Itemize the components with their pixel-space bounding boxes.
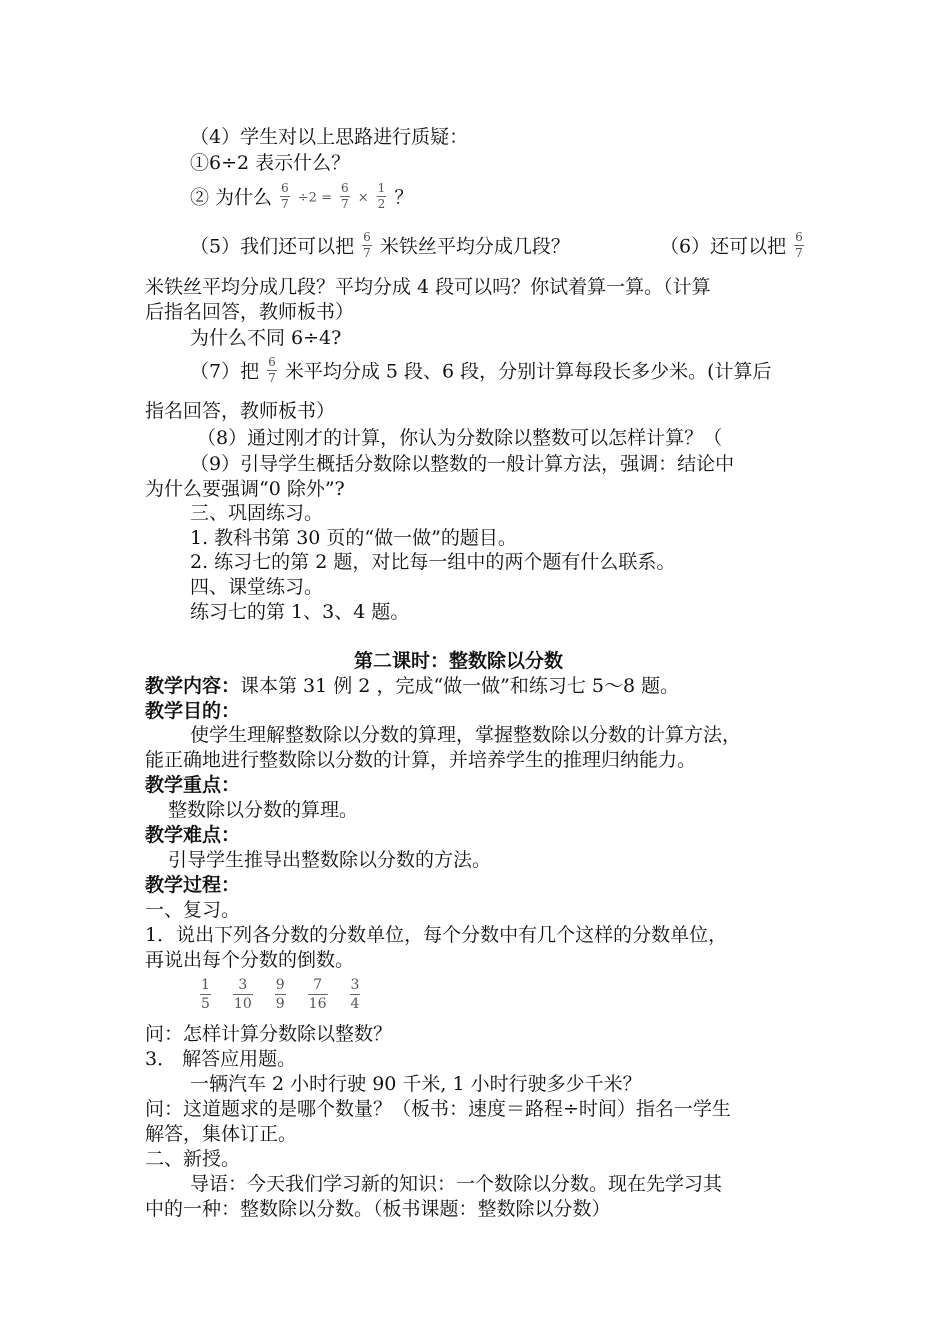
line-review: 一、复习。 [145,899,241,921]
line-question-4: （4）学生对以上思路进行质疑： [190,126,469,148]
line-practice-2: 2. 练习七的第 2 题，对比每一组中的两个题有什么联系。 [190,551,676,573]
label-difficulty: 教学难点： [145,824,241,846]
line-problem: 一辆汽车 2 小时行驶 90 千米, 1 小时行驶多少千米？ [190,1073,642,1095]
line-review-3: 3． 解答应用题。 [145,1048,297,1070]
label-process: 教学过程： [145,874,241,896]
line-question-6: （6）还可以把 $\frac{6}{7}$ [660,230,803,260]
section-title: 第二课时：整数除以分数 [354,650,564,672]
line-question-6-cont: 米铁丝平均分成几段？平均分成 4 段可以吗？你试着算一算。（计算 [145,276,711,298]
line-exercise: 练习七的第 1、3、4 题。 [190,601,410,623]
line-content: 教学内容：课本第 31 例 2 ，完成“做一做”和练习七 5～8 题。 [145,675,680,697]
line-difficulty: 引导学生推导出整数除以分数的方法。 [168,849,492,871]
fraction-six-sevenths: $\frac{6}{7}$ [281,181,289,211]
line-practice-1: 1. 教科书第 30 页的“做一做”的题目。 [190,527,517,549]
line-intro-cont: 中的一种：整数除以分数。（板书课题：整数除以分数） [145,1198,611,1220]
line-problem-cont: 解答，集体订正。 [145,1123,298,1145]
fraction-item: $\frac{3}{4}$ [350,977,360,1012]
line-section-3: 三、巩固练习。 [190,502,324,524]
fraction-six-sevenths: $\frac{6}{7}$ [268,355,276,385]
line-question-4-1: ①6÷2 表示什么？ [190,152,351,174]
line-review-1: 1．说出下列各分数的分数单位，每个分数中有几个这样的分数单位， [145,924,728,946]
fraction-item: $\frac{1}{5}$ [201,977,210,1012]
line-question-7-cont: 指名回答，教师板书） [145,400,336,422]
line-section-4: 四、课堂练习。 [190,576,324,598]
line-question-6-cont2: 后指名回答，教师板书） [145,301,355,323]
fraction-list [198,977,380,1012]
line-aim-2: 能正确地进行整数除以分数的计算，并培养学生的推理归纳能力。 [145,749,697,771]
fraction-item: $\frac{9}{9}$ [275,977,285,1012]
line-intro: 导语：今天我们学习新的知识：一个数除以分数。现在先学习其 [190,1173,723,1195]
fraction-one-half: $\frac{1}{2}$ [377,181,386,211]
fraction-six-sevenths: $\frac{6}{7}$ [795,230,803,260]
line-question-9: （9）引导学生概括分数除以整数的一般计算方法，强调：结论中 [190,453,735,475]
fraction-six-sevenths: $\frac{6}{7}$ [341,181,349,211]
line-question-9-cont: 为什么要强调“0 除外”? [145,478,345,500]
line-question-5: （5）我们还可以把 $\frac{6}{7}$ 米铁丝平均分成几段？ [190,230,570,260]
fraction-item: $\frac{3}{10}$ [233,977,252,1012]
line-new-lesson: 二、新授。 [145,1148,241,1170]
label-aim: 教学目的： [145,700,241,722]
line-aim-1: 使学生理解整数除以分数的算理，掌握整数除以分数的计算方法， [190,724,742,746]
line-question-4-2: ② 为什么 $\frac{6}{7}$ ÷2 = $\frac{6}{7}$ × $\frac{1}{2}$ ？ [190,181,414,211]
line-why-different: 为什么不同 6÷4? [190,327,342,349]
fraction-item: $\frac{7}{16}$ [308,977,327,1012]
fraction-six-sevenths: $\frac{6}{7}$ [363,230,371,260]
line-question-8: （8）通过刚才的计算，你认为分数除以整数可以怎样计算？（ [197,427,723,449]
line-review-1-cont: 再说出每个分数的倒数。 [145,949,355,971]
line-question: 问：怎样计算分数除以整数？ [145,1023,393,1045]
line-key: 整数除以分数的算理。 [168,799,359,821]
line-question-7: （7）把 $\frac{6}{7}$ 米平均分成 5 段、6 段，分别计算每段长多少米。(计算后 [190,355,772,385]
line-problem-question: 问：这道题求的是哪个数量？（板书：速度＝路程÷时间）指名一学生 [145,1098,731,1120]
label-key: 教学重点： [145,774,241,796]
